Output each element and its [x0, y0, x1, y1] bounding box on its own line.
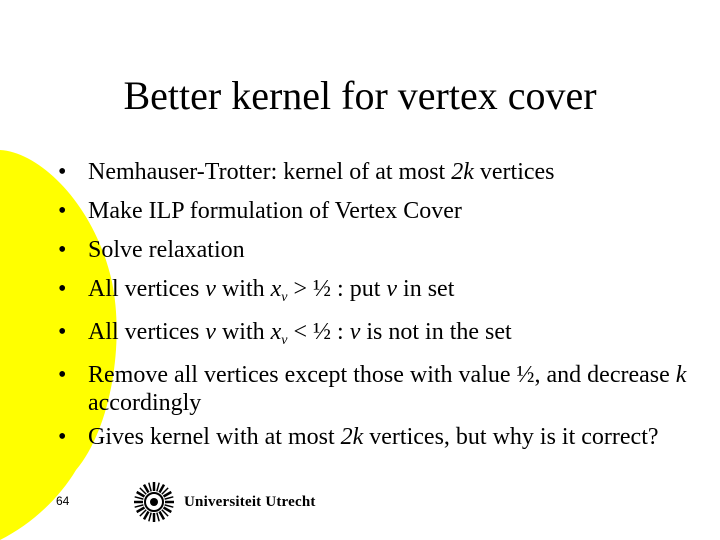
- bullet-marker: •: [58, 362, 67, 388]
- bullet-text: accordingly: [88, 390, 202, 416]
- sun-ray: [157, 483, 159, 492]
- sun-seal-icon: [132, 480, 176, 524]
- bullet-item: [58, 197, 708, 225]
- bullet-marker: •: [58, 319, 67, 345]
- bullet-text: x: [270, 319, 282, 345]
- bullet-marker: •: [58, 276, 67, 302]
- bullet-marker: •: [58, 159, 67, 185]
- bullet-text: x: [270, 276, 282, 302]
- bullet-item: [58, 361, 708, 417]
- university-logo: [132, 480, 316, 524]
- sun-ray: [157, 513, 159, 522]
- bullet-text: is not in the set: [360, 319, 512, 345]
- sun-ray: [164, 492, 172, 497]
- sun-ray: [149, 483, 151, 492]
- logo-text: Universiteit Utrecht: [184, 493, 316, 510]
- sun-ray: [137, 492, 145, 497]
- sun-ray: [135, 497, 144, 499]
- bullet-text: 2k: [340, 424, 364, 450]
- bullet-marker: •: [58, 198, 67, 224]
- sun-ray: [144, 512, 149, 520]
- bullet-text: Remove all vertices except those with value ½, and decrease: [88, 362, 676, 388]
- sun-ray: [160, 485, 165, 493]
- bullet-text: Nemhauser-Trotter: kernel of at most: [88, 159, 452, 185]
- bullet-text: v: [386, 276, 398, 302]
- sun-ray: [165, 497, 174, 499]
- bullet-text: < ½ :: [287, 319, 350, 345]
- bullet-text: Make ILP formulation of Vertex Cover: [88, 198, 462, 224]
- bullet-list: [58, 158, 708, 462]
- bullet-text: k: [675, 362, 687, 388]
- bullet-item: [58, 158, 708, 186]
- bullet-text: in set: [397, 276, 455, 302]
- bullet-text: with: [215, 319, 271, 345]
- bullet-item: [58, 318, 708, 350]
- bullet-text: Solve relaxation: [88, 237, 245, 263]
- bullet-text: v: [205, 276, 216, 302]
- bullet-text: v: [205, 319, 216, 345]
- sun-ray: [135, 505, 144, 507]
- bullet-text: with: [215, 276, 271, 302]
- bullet-text: v: [349, 319, 361, 345]
- sun-ray: [149, 513, 151, 522]
- sun-ray: [164, 508, 172, 513]
- slide-title: Better kernel for vertex cover: [123, 73, 597, 118]
- bullet-item: [58, 236, 708, 264]
- bullet-text: All vertices: [88, 319, 206, 345]
- bullet-text: All vertices: [88, 276, 206, 302]
- sun-ray: [144, 485, 149, 493]
- bullet-marker: •: [58, 237, 67, 263]
- bullet-item: [58, 423, 708, 451]
- bullet-item: [58, 275, 708, 307]
- bullet-text: v: [281, 290, 288, 305]
- bullet-text: 2k: [451, 159, 474, 185]
- sun-ray: [160, 512, 165, 520]
- bullet-marker: •: [58, 424, 67, 450]
- bullet-text: vertices, but why is it correct?: [363, 424, 659, 450]
- page-number: 64: [56, 494, 70, 508]
- sun-ray: [165, 505, 174, 507]
- bullet-text: > ½ : put: [287, 276, 387, 302]
- bullet-text: vertices: [473, 159, 555, 185]
- bullet-text: Gives kernel with at most: [88, 424, 341, 450]
- sun-ray: [137, 508, 145, 513]
- bullet-text: v: [281, 333, 288, 348]
